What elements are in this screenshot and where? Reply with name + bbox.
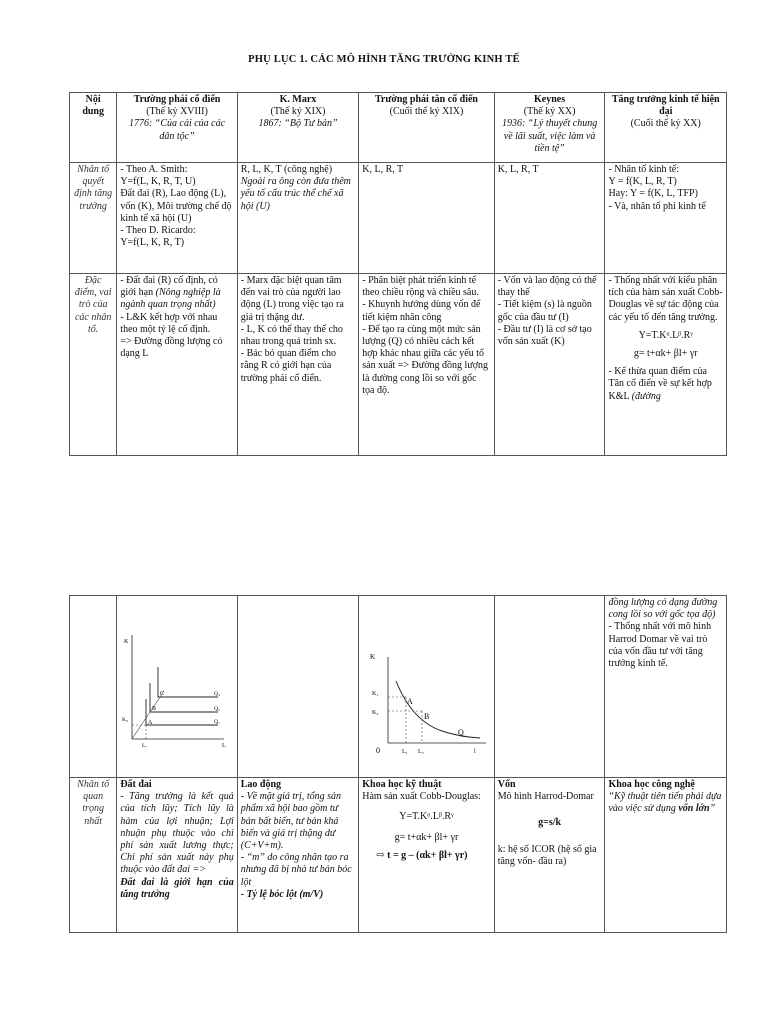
- cell-classical: - Theo A. Smith: Y=f(L, K, R, T, U) Đất đai (R), Lao động (L), vốn (K), Môi trường chế độ kinh tế xã hội (U) - Theo D. Ricardo: Y=f(L, K, R, T): [117, 163, 237, 274]
- cell-classical-graph: [117, 596, 237, 778]
- cell-marx: - Marx đặc biệt quan tâm đến vai trò của người lao động (L) trong việc tạo ra giá trị thặng dư. - L, K có thể thay thế cho nhau trong quá trình sx. - Bác bỏ quan điểm cho rằng R có giới hạn của trường phái cổ điển.: [237, 274, 359, 456]
- growth-models-table-continued: [69, 595, 727, 933]
- formula-tfp: ⇨ t = g – (αk+ βl+ γr): [376, 849, 468, 861]
- header-keynes: Keynes (Thế kỷ XX) 1936: “Lý thuyết chung về lãi suất, việc làm và tiền tệ”: [494, 93, 605, 163]
- row-most-important: [70, 778, 727, 933]
- svg-text:A: A: [407, 697, 414, 706]
- header-marx: K. Marx (Thế kỷ XIX) 1867: “Bộ Tư bản”: [237, 93, 359, 163]
- cell-modern: - Nhân tố kinh tế: Y = f(K, L, R, T) Hay: Y = f(K, L, TFP) - Và, nhân tố phi kinh tế: [605, 163, 727, 274]
- svg-text:K₀: K₀: [122, 717, 129, 723]
- formula-growth: g= t+αk+ βl+ γr: [394, 831, 459, 843]
- formula-growth: g= t+αk+ βl+ γr: [633, 348, 698, 360]
- cell-neoclassical: Khoa học kỹ thuật Hàm sản xuất Cobb-Douglas: Y=T.Kᵅ.Lᵝ.Rᵞ g= t+αk+ βl+ γr ⇨ t = g – (αk+ βl+ γr): [359, 778, 494, 933]
- cell-neoclassical-graph: [359, 596, 494, 778]
- svg-text:L₁: L₁: [402, 749, 408, 755]
- row-label: Nhân tố quan trọng nhất: [70, 778, 117, 933]
- svg-text:l: l: [474, 749, 476, 755]
- svg-text:C: C: [160, 691, 165, 697]
- convex-isoquant-graph: [362, 597, 488, 762]
- row-label: Đặc điểm, vai trò của các nhân tố.: [70, 274, 117, 456]
- cell-neoclassical: K, L, R, T: [359, 163, 494, 274]
- cell-modern: - Thống nhất với kiểu phân tích của hàm sản xuất Cobb- Douglas về sự tác động của các yếu tố đến tăng trưởng. Y=T.Kᵅ.Lᵝ.Rᵞ g= t+αk+ βl+ γr - Kế thừa quan điểm của Tân cổ điển về sự kết hợp K&L (đường: [605, 274, 727, 456]
- row-characteristics: [70, 274, 727, 456]
- leontief-isoquant-graph: [120, 597, 232, 747]
- svg-text:K: K: [124, 639, 129, 645]
- formula-harrod-domar: g=s/k: [538, 817, 562, 829]
- svg-text:Q: Q: [458, 728, 465, 737]
- row-graphs: [70, 596, 727, 778]
- cell-keynes: Vốn Mô hình Harrod-Domar g=s/k k: hệ số ICOR (hệ số gia tăng vốn- đầu ra): [494, 778, 605, 933]
- svg-text:L: L: [222, 743, 226, 747]
- cell-keynes-empty: [494, 596, 605, 778]
- formula-cobb-douglas: Y=T.Kᵅ.Lᵝ.Rᵞ: [399, 811, 454, 823]
- svg-text:Q₂: Q₂: [214, 706, 221, 712]
- svg-text:L₂: L₂: [418, 749, 424, 755]
- cell-keynes: K, L, R, T: [494, 163, 605, 274]
- header-content: Nội dung: [70, 93, 117, 163]
- cell-modern-cont: đồng lượng có dạng đường cong lồi so với gốc tọa độ) - Thống nhất với mô hình Harrod Domar về vai trò của vốn đầu tư với tăng trưởng kinh tế.: [605, 596, 727, 778]
- svg-text:K₁: K₁: [372, 691, 379, 697]
- cell-marx: R, L, K, T (công nghệ) Ngoài ra ông còn đưa thêm yếu tố cấu trúc thể chế xã hội (U): [237, 163, 359, 274]
- cell-classical: - Đất đai (R) cố định, có giới hạn (Nông nghiệp là ngành quan trọng nhất) - L&K kết hợp với nhau theo một tỷ lệ cố định. => Đường đồng lượng có dạng L: [117, 274, 237, 456]
- cell-classical: Đất đai - Tăng trưởng là kết quả của tích lũy; Tích lũy là hàm của lợi nhuận; Lợi nhuận phụ thuộc vào chi phí sản xuất lương thực; Chi phí sản xuất này phụ thuộc vào đất đai => Đất đai là giới hạn của tăng trưởng: [117, 778, 237, 933]
- svg-text:B: B: [152, 706, 157, 712]
- svg-text:Q₁: Q₁: [214, 719, 221, 725]
- svg-text:K: K: [370, 653, 376, 661]
- row-determinants: [70, 163, 727, 274]
- cell-keynes: - Vốn và lao động có thể thay thế - Tiết kiệm (s) là nguồn gốc của đầu tư (I) - Đầu tư (I) là cơ sở tạo vốn sản xuất (K): [494, 274, 605, 456]
- growth-models-table: [69, 92, 727, 456]
- cell-marx: Lao động - Về mặt giá trị, tổng sản phẩm xã hội bao gồm tư bản bất biến, tư bản khả biến và giá trị thặng dư (C+V+m). - “m” do công nhân tạo ra nhưng đã bị nhà tư bản bóc lột - Tỷ lệ bóc lột (m/V): [237, 778, 359, 933]
- svg-text:B: B: [424, 712, 430, 721]
- page-title: PHỤ LỤC 1. CÁC MÔ HÌNH TĂNG TRƯỞNG KINH TẾ: [248, 54, 520, 65]
- row-label: Nhân tố quyết định tăng trưởng: [70, 163, 117, 274]
- svg-text:A: A: [148, 720, 153, 726]
- svg-text:L₀: L₀: [142, 743, 148, 747]
- cell-neoclassical: - Phân biệt phát triển kinh tế theo chiều rộng và chiều sâu. - Khuynh hướng dùng vốn để tiết kiệm nhân công - Để tạo ra cùng một mức sản lượng (Q) có nhiều cách kết hợp khác nhau giữa các yếu tố sản xuất => Đường đồng lượng là đường cong lồi so với gốc tọa độ.: [359, 274, 494, 456]
- svg-text:Q₃: Q₃: [214, 691, 221, 697]
- formula-cobb-douglas: Y=T.Kᵅ.Lᵝ.Rᵞ: [638, 329, 693, 341]
- svg-text:K₂: K₂: [372, 710, 379, 716]
- cell-marx-empty: [237, 596, 359, 778]
- header-row: [70, 93, 727, 163]
- header-neoclassical: Trường phái tân cổ điển (Cuối thế kỷ XIX): [359, 93, 494, 163]
- cell-modern: Khoa học công nghệ “Kỹ thuật tiên tiến phải dựa vào việc sử dụng vốn lớn”: [605, 778, 727, 933]
- svg-text:0: 0: [376, 746, 381, 755]
- header-classical: Trường phái cổ điển (Thế kỷ XVIII) 1776: “Của cải của các dân tộc”: [117, 93, 237, 163]
- header-modern: Tăng trưởng kinh tế hiện đại (Cuối thế kỷ XX): [605, 93, 727, 163]
